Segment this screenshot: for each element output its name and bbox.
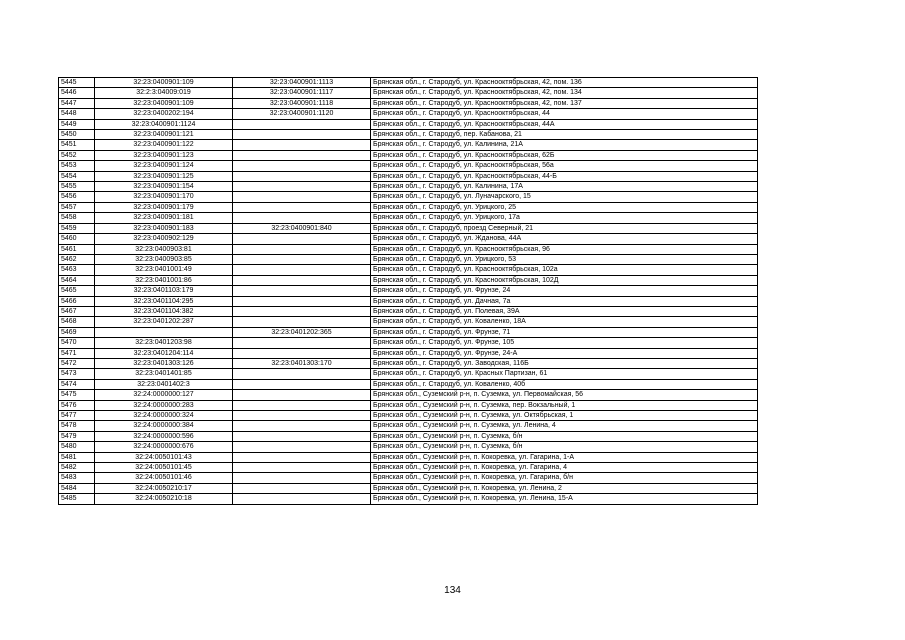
address-cell: Брянская обл., г. Стародуб, ул. Краснооктябрьская, 102Д: [371, 275, 758, 285]
address-cell: Брянская обл., г. Стародуб, ул. Фрунзе, 24-А: [371, 348, 758, 358]
address-cell: Брянская обл., г. Стародуб, ул. Урицкого, 53: [371, 254, 758, 264]
row-number-cell: 5483: [59, 473, 95, 483]
address-cell: Брянская обл., г. Стародуб, ул. Краснооктябрьская, 42, пом. 134: [371, 88, 758, 98]
address-cell: Брянская обл., г. Стародуб, ул. Коваленко, 40б: [371, 379, 758, 389]
table-row: [59, 494, 758, 504]
cadastral-number-cell: 32:23:0400901:181: [95, 213, 233, 223]
cadastral-number-cell: 32:23:0400901:154: [95, 182, 233, 192]
cadastral-number-cell: 32:23:0401303:126: [95, 358, 233, 368]
cadastral-number-cell: 32:23:0400901:121: [95, 130, 233, 140]
row-number-cell: 5453: [59, 161, 95, 171]
table-row: [59, 483, 758, 493]
table-row: [59, 390, 758, 400]
property-table-body: [59, 78, 758, 505]
row-number-cell: 5451: [59, 140, 95, 150]
cadastral-number-cell: 32:23:0400903:81: [95, 244, 233, 254]
cadastral-number-cell: 32:23:0400901:124: [95, 161, 233, 171]
table-row: [59, 306, 758, 316]
address-cell: Брянская обл., г. Стародуб, пер. Кабанова, 21: [371, 130, 758, 140]
related-cadastral-number-cell: [233, 275, 371, 285]
address-cell: Брянская обл., г. Стародуб, ул. Заводская, 116Б: [371, 358, 758, 368]
address-cell: Брянская обл., г. Стародуб, ул. Урицкого, 25: [371, 202, 758, 212]
table-row: [59, 265, 758, 275]
cadastral-number-cell: 32:23:0400901:109: [95, 98, 233, 108]
cadastral-number-cell: 32:23:0401203:98: [95, 338, 233, 348]
address-cell: Брянская обл., Суземский р-н, п. Кокоревка, ул. Гагарина, 1-А: [371, 452, 758, 462]
related-cadastral-number-cell: [233, 463, 371, 473]
row-number-cell: 5481: [59, 452, 95, 462]
table-row: [59, 463, 758, 473]
address-cell: Брянская обл., г. Стародуб, ул. Дачная, 7а: [371, 296, 758, 306]
row-number-cell: 5446: [59, 88, 95, 98]
row-number-cell: 5463: [59, 265, 95, 275]
cadastral-number-cell: 32:24:0000000:324: [95, 411, 233, 421]
address-cell: Брянская обл., г. Стародуб, ул. Фрунзе, 71: [371, 327, 758, 337]
related-cadastral-number-cell: [233, 182, 371, 192]
table-row: [59, 78, 758, 88]
cadastral-number-cell: 32:24:0000000:596: [95, 431, 233, 441]
table-row: [59, 109, 758, 119]
address-cell: Брянская обл., Суземский р-н, п. Кокоревка, ул. Гагарина, б/н: [371, 473, 758, 483]
cadastral-number-cell: 32:23:0401204:114: [95, 348, 233, 358]
related-cadastral-number-cell: [233, 306, 371, 316]
address-cell: Брянская обл., Суземский р-н, п. Суземка, пер. Вокзальный, 1: [371, 400, 758, 410]
related-cadastral-number-cell: [233, 317, 371, 327]
related-cadastral-number-cell: [233, 161, 371, 171]
table-row: [59, 379, 758, 389]
cadastral-number-cell: 32:23:0400901:179: [95, 202, 233, 212]
address-cell: Брянская обл., г. Стародуб, ул. Краснооктябрьская, 44: [371, 109, 758, 119]
cadastral-number-cell: 32:23:0401202:287: [95, 317, 233, 327]
table-row: [59, 234, 758, 244]
related-cadastral-number-cell: [233, 213, 371, 223]
related-cadastral-number-cell: 32:23:0400901:1113: [233, 78, 371, 88]
cadastral-number-cell: 32:23:0400202:194: [95, 109, 233, 119]
table-row: [59, 192, 758, 202]
row-number-cell: 5461: [59, 244, 95, 254]
related-cadastral-number-cell: [233, 140, 371, 150]
address-cell: Брянская обл., Суземский р-н, п. Суземка, б/н: [371, 442, 758, 452]
table-row: [59, 119, 758, 129]
address-cell: Брянская обл., Суземский р-н, п. Суземка, ул. Первомайская, 56: [371, 390, 758, 400]
related-cadastral-number-cell: [233, 473, 371, 483]
related-cadastral-number-cell: [233, 130, 371, 140]
cadastral-number-cell: 32:23:0401103:179: [95, 286, 233, 296]
cadastral-number-cell: 32:23:0401104:295: [95, 296, 233, 306]
cadastral-number-cell: 32:24:0050101:45: [95, 463, 233, 473]
property-table: [58, 77, 758, 505]
table-row: [59, 130, 758, 140]
table-row: [59, 296, 758, 306]
table-row: [59, 348, 758, 358]
cadastral-number-cell: 32:24:0050210:17: [95, 483, 233, 493]
address-cell: Брянская обл., г. Стародуб, ул. Краснооктябрьская, 96: [371, 244, 758, 254]
related-cadastral-number-cell: [233, 119, 371, 129]
related-cadastral-number-cell: [233, 411, 371, 421]
cadastral-number-cell: 32:24:0000000:127: [95, 390, 233, 400]
related-cadastral-number-cell: [233, 390, 371, 400]
address-cell: Брянская обл., г. Стародуб, ул. Урицкого, 17а: [371, 213, 758, 223]
related-cadastral-number-cell: [233, 421, 371, 431]
row-number-cell: 5456: [59, 192, 95, 202]
cadastral-number-cell: 32:23:0400901:123: [95, 150, 233, 160]
row-number-cell: 5485: [59, 494, 95, 504]
address-cell: Брянская обл., г. Стародуб, ул. Луначарского, 15: [371, 192, 758, 202]
table-row: [59, 140, 758, 150]
row-number-cell: 5477: [59, 411, 95, 421]
cadastral-number-cell: 32:23:0400901:170: [95, 192, 233, 202]
related-cadastral-number-cell: [233, 296, 371, 306]
row-number-cell: 5449: [59, 119, 95, 129]
cadastral-number-cell: 32:24:0000000:676: [95, 442, 233, 452]
table-row: [59, 161, 758, 171]
cadastral-number-cell: 32:23:0401402:3: [95, 379, 233, 389]
cadastral-number-cell: 32:24:0000000:283: [95, 400, 233, 410]
address-cell: Брянская обл., г. Стародуб, ул. Краснооктябрьская, 62Б: [371, 150, 758, 160]
row-number-cell: 5482: [59, 463, 95, 473]
table-row: [59, 98, 758, 108]
address-cell: Брянская обл., г. Стародуб, ул. Краснооктябрьская, 56а: [371, 161, 758, 171]
address-cell: Брянская обл., г. Стародуб, ул. Фрунзе, 24: [371, 286, 758, 296]
related-cadastral-number-cell: [233, 442, 371, 452]
row-number-cell: 5445: [59, 78, 95, 88]
row-number-cell: 5470: [59, 338, 95, 348]
related-cadastral-number-cell: [233, 379, 371, 389]
table-row: [59, 244, 758, 254]
related-cadastral-number-cell: [233, 400, 371, 410]
row-number-cell: 5459: [59, 223, 95, 233]
related-cadastral-number-cell: [233, 452, 371, 462]
table-row: [59, 202, 758, 212]
cadastral-number-cell: 32:23:0401104:382: [95, 306, 233, 316]
cadastral-number-cell: 32:23:0401401:85: [95, 369, 233, 379]
row-number-cell: 5457: [59, 202, 95, 212]
related-cadastral-number-cell: [233, 338, 371, 348]
address-cell: Брянская обл., г. Стародуб, ул. Краснооктябрьская, 42, пом. 136: [371, 78, 758, 88]
row-number-cell: 5484: [59, 483, 95, 493]
table-row: [59, 150, 758, 160]
row-number-cell: 5478: [59, 421, 95, 431]
related-cadastral-number-cell: [233, 431, 371, 441]
related-cadastral-number-cell: [233, 369, 371, 379]
row-number-cell: 5466: [59, 296, 95, 306]
table-row: [59, 223, 758, 233]
row-number-cell: 5474: [59, 379, 95, 389]
row-number-cell: 5460: [59, 234, 95, 244]
related-cadastral-number-cell: [233, 254, 371, 264]
table-row: [59, 88, 758, 98]
table-row: [59, 411, 758, 421]
cadastral-number-cell: 32:24:0000000:384: [95, 421, 233, 431]
address-cell: Брянская обл., г. Стародуб, ул. Краснооктябрьская, 102а: [371, 265, 758, 275]
table-row: [59, 358, 758, 368]
address-cell: Брянская обл., г. Стародуб, ул. Фрунзе, 105: [371, 338, 758, 348]
address-cell: Брянская обл., Суземский р-н, п. Суземка, б/н: [371, 431, 758, 441]
address-cell: Брянская обл., г. Стародуб, ул. Полевая, 39А: [371, 306, 758, 316]
cadastral-number-cell: 32:23:0400901:125: [95, 171, 233, 181]
table-row: [59, 213, 758, 223]
cadastral-number-cell: 32:24:0050101:46: [95, 473, 233, 483]
row-number-cell: 5471: [59, 348, 95, 358]
related-cadastral-number-cell: [233, 202, 371, 212]
table-row: [59, 171, 758, 181]
table-row: [59, 327, 758, 337]
table-row: [59, 317, 758, 327]
address-cell: Брянская обл., Суземский р-н, п. Кокоревка, ул. Ленина, 2: [371, 483, 758, 493]
row-number-cell: 5473: [59, 369, 95, 379]
related-cadastral-number-cell: [233, 483, 371, 493]
table-row: [59, 452, 758, 462]
cadastral-number-cell: 32:23:0401001:49: [95, 265, 233, 275]
table-row: [59, 275, 758, 285]
cadastral-number-cell: 32:23:0400901:183: [95, 223, 233, 233]
table-row: [59, 431, 758, 441]
related-cadastral-number-cell: 32:23:0401202:365: [233, 327, 371, 337]
related-cadastral-number-cell: 32:23:0400901:1118: [233, 98, 371, 108]
cadastral-number-cell: 32:23:0401001:86: [95, 275, 233, 285]
table-row: [59, 473, 758, 483]
related-cadastral-number-cell: [233, 150, 371, 160]
cadastral-number-cell: 32:23:0400901:109: [95, 78, 233, 88]
cadastral-number-cell: 32:23:0400901:1124: [95, 119, 233, 129]
related-cadastral-number-cell: [233, 244, 371, 254]
address-cell: Брянская обл., г. Стародуб, ул. Краснооктябрьская, 44-Б: [371, 171, 758, 181]
row-number-cell: 5452: [59, 150, 95, 160]
cadastral-number-cell: 32:24:0050210:18: [95, 494, 233, 504]
row-number-cell: 5455: [59, 182, 95, 192]
related-cadastral-number-cell: [233, 348, 371, 358]
table-row: [59, 442, 758, 452]
row-number-cell: 5464: [59, 275, 95, 285]
address-cell: Брянская обл., Суземский р-н, п. Суземка, ул. Октябрьская, 1: [371, 411, 758, 421]
row-number-cell: 5480: [59, 442, 95, 452]
related-cadastral-number-cell: [233, 234, 371, 244]
cadastral-number-cell: [95, 327, 233, 337]
row-number-cell: 5479: [59, 431, 95, 441]
related-cadastral-number-cell: [233, 494, 371, 504]
row-number-cell: 5475: [59, 390, 95, 400]
table-row: [59, 182, 758, 192]
table-row: [59, 400, 758, 410]
address-cell: Брянская обл., г. Стародуб, ул. Калинина, 17А: [371, 182, 758, 192]
row-number-cell: 5469: [59, 327, 95, 337]
address-cell: Брянская обл., г. Стародуб, ул. Краснооктябрьская, 44А: [371, 119, 758, 129]
row-number-cell: 5465: [59, 286, 95, 296]
table-row: [59, 421, 758, 431]
row-number-cell: 5458: [59, 213, 95, 223]
table-row: [59, 254, 758, 264]
address-cell: Брянская обл., г. Стародуб, ул. Красных Партизан, 61: [371, 369, 758, 379]
row-number-cell: 5476: [59, 400, 95, 410]
table-row: [59, 286, 758, 296]
row-number-cell: 5448: [59, 109, 95, 119]
related-cadastral-number-cell: 32:23:0400901:1120: [233, 109, 371, 119]
address-cell: Брянская обл., г. Стародуб, ул. Коваленко, 18А: [371, 317, 758, 327]
page-number: 134: [444, 585, 461, 596]
related-cadastral-number-cell: [233, 171, 371, 181]
cadastral-number-cell: 32:24:0050101:43: [95, 452, 233, 462]
related-cadastral-number-cell: 32:23:0401303:170: [233, 358, 371, 368]
cadastral-number-cell: 32:23:0400903:85: [95, 254, 233, 264]
related-cadastral-number-cell: 32:23:0400901:1117: [233, 88, 371, 98]
address-cell: Брянская обл., Суземский р-н, п. Кокоревка, ул. Ленина, 15-А: [371, 494, 758, 504]
address-cell: Брянская обл., Суземский р-н, п. Суземка, ул. Ленина, 4: [371, 421, 758, 431]
row-number-cell: 5462: [59, 254, 95, 264]
related-cadastral-number-cell: [233, 286, 371, 296]
related-cadastral-number-cell: [233, 265, 371, 275]
cadastral-number-cell: 32:2:3:04009:019: [95, 88, 233, 98]
cadastral-number-cell: 32:23:0400902:129: [95, 234, 233, 244]
row-number-cell: 5450: [59, 130, 95, 140]
row-number-cell: 5468: [59, 317, 95, 327]
row-number-cell: 5454: [59, 171, 95, 181]
property-table-container: [58, 77, 757, 505]
address-cell: Брянская обл., г. Стародуб, ул. Калинина, 21А: [371, 140, 758, 150]
address-cell: Брянская обл., г. Стародуб, ул. Жданова, 44А: [371, 234, 758, 244]
table-row: [59, 338, 758, 348]
row-number-cell: 5467: [59, 306, 95, 316]
address-cell: Брянская обл., Суземский р-н, п. Кокоревка, ул. Гагарина, 4: [371, 463, 758, 473]
row-number-cell: 5447: [59, 98, 95, 108]
address-cell: Брянская обл., г. Стародуб, проезд Северный, 21: [371, 223, 758, 233]
related-cadastral-number-cell: [233, 192, 371, 202]
address-cell: Брянская обл., г. Стародуб, ул. Краснооктябрьская, 42, пом. 137: [371, 98, 758, 108]
row-number-cell: 5472: [59, 358, 95, 368]
related-cadastral-number-cell: 32:23:0400901:840: [233, 223, 371, 233]
table-row: [59, 369, 758, 379]
cadastral-number-cell: 32:23:0400901:122: [95, 140, 233, 150]
